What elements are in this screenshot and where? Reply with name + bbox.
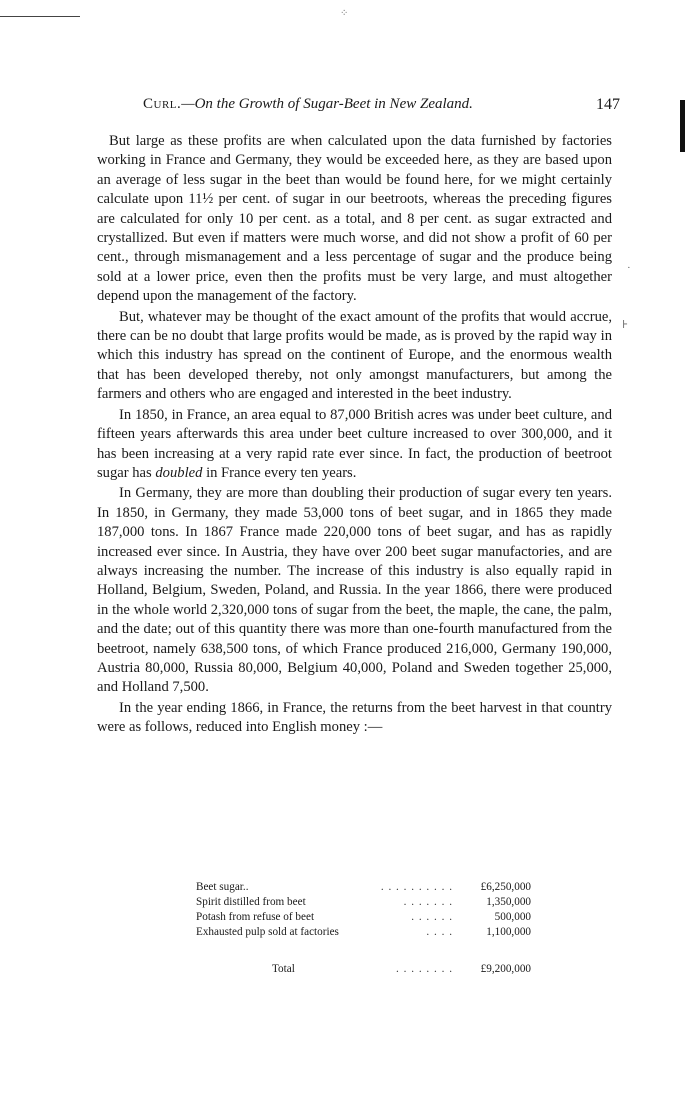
- emphasis-doubled: doubled: [155, 464, 203, 481]
- header-author: Curl.: [143, 96, 182, 112]
- leader-dots: . . . . . . . .: [396, 963, 453, 975]
- leader-dots: . . . .: [426, 926, 453, 938]
- top-rule: [0, 16, 80, 17]
- paragraph-3-text-b: In fact, the production of beetroot sugar has: [97, 445, 612, 481]
- stray-mark: ⊦: [622, 319, 629, 331]
- row-amount: 1,100,000: [486, 926, 531, 938]
- leader-dots: . . . . . .: [411, 911, 453, 923]
- stray-mark: ·: [627, 262, 631, 274]
- row-amount: 500,000: [494, 911, 531, 923]
- running-title: [143, 96, 473, 113]
- paragraph-3-text-c: in France every ten years.: [206, 464, 357, 481]
- table-row: [196, 925, 531, 940]
- total-label: Total: [272, 963, 295, 975]
- row-amount: £6,250,000: [480, 881, 531, 893]
- running-header: [100, 96, 620, 118]
- paragraph-5: In the year ending 1866, in France, the returns from the beet harvest in that country were as follows, reduced into English money :—: [97, 699, 612, 736]
- paragraph-4: In Germany, they are more than doubling their production of sugar every ten years. In 1850, in Germany, they made 53,000 tons of beet sugar, and in 1865 they made 187,000 tons. In 1867 France made 220,000 tons of beet sugar, and has as rapidly increased ever since. In Austria, they have over 200 beet sugar manufactories, and are always increasing the number. The increase of this industry is also equally rapid in Holland, Belgium, Sweden, Poland, and Russia. In the year 1866, there were produced in the whole world 2,320,000 tons of sugar from the beet, the maple, the cane, the palm, and the date; out of this quantity there was more than one-fourth manufactured from the beetroot, namely 638,500 tons, of which France produced 216,000, Germany 190,000, Austria 80,000, Russia 80,000, Belgium 40,000, Poland and Sweden together 25,000, and Holland 7,500.: [97, 485, 612, 696]
- table-row: [196, 895, 531, 910]
- returns-table: [196, 880, 531, 977]
- table-row: [196, 910, 531, 925]
- row-label: Potash from refuse of beet: [196, 911, 315, 923]
- top-mark: ⁘: [340, 8, 349, 19]
- row-label: Beet sugar..: [196, 881, 249, 893]
- article-body: [97, 132, 612, 738]
- row-label: Exhausted pulp sold at factories: [196, 926, 339, 938]
- paragraph-2: But, whatever may be thought of the exact amount of the profits that would accrue, there can be no doubt that large profits would be made, as is proved by the rapid way in which this industry has spread on the continent of Europe, and the enormous wealth that has been developed thereby, not only amongst manufacturers, but among the farmers and others who are engaged and interested in the beet industry.: [97, 308, 612, 403]
- page-number: 147: [596, 96, 620, 113]
- paragraph-1: But large as these profits are when calculated upon the data furnished by factories working in France and Germany, they would be exceeded here, as they are based upon an average of less sugar in the beet than would be found here, for we might certainly calculate upon 11½ per cent. of sugar in our beetroots, whereas the preceding figures are calculated for only 10 per cent. as a total, and 8 per cent. as sugar extracted and crystallized. But even if matters were much worse, and did not show a profit of 60 per cent., through mismanagement and a less percentage of sugar and the produce being sold at a lower price, even then the profits must be very large, and must altogether depend upon the management of the factory.: [97, 133, 612, 305]
- row-amount: 1,350,000: [486, 896, 531, 908]
- row-label: Spirit distilled from beet: [196, 896, 306, 908]
- table-row: [196, 880, 531, 895]
- paragraph-3-text: In 1850, in France, an area equal to 87,000 British acres was under beet culture, and fifteen years afterwards this area under beet culture increased to over 300,000, and it has been increasing at a very rapid rate ever since.: [97, 406, 612, 462]
- header-title: —On the Growth of Sugar-Beet in New Zealand.: [181, 96, 473, 112]
- paragraph-3: [97, 406, 612, 484]
- leader-dots: . . . . . . .: [403, 896, 453, 908]
- edge-bar: [680, 100, 685, 152]
- leader-dots: . . . . . . . . . .: [380, 881, 453, 893]
- total-amount: £9,200,000: [480, 963, 531, 975]
- total-row: [196, 962, 531, 977]
